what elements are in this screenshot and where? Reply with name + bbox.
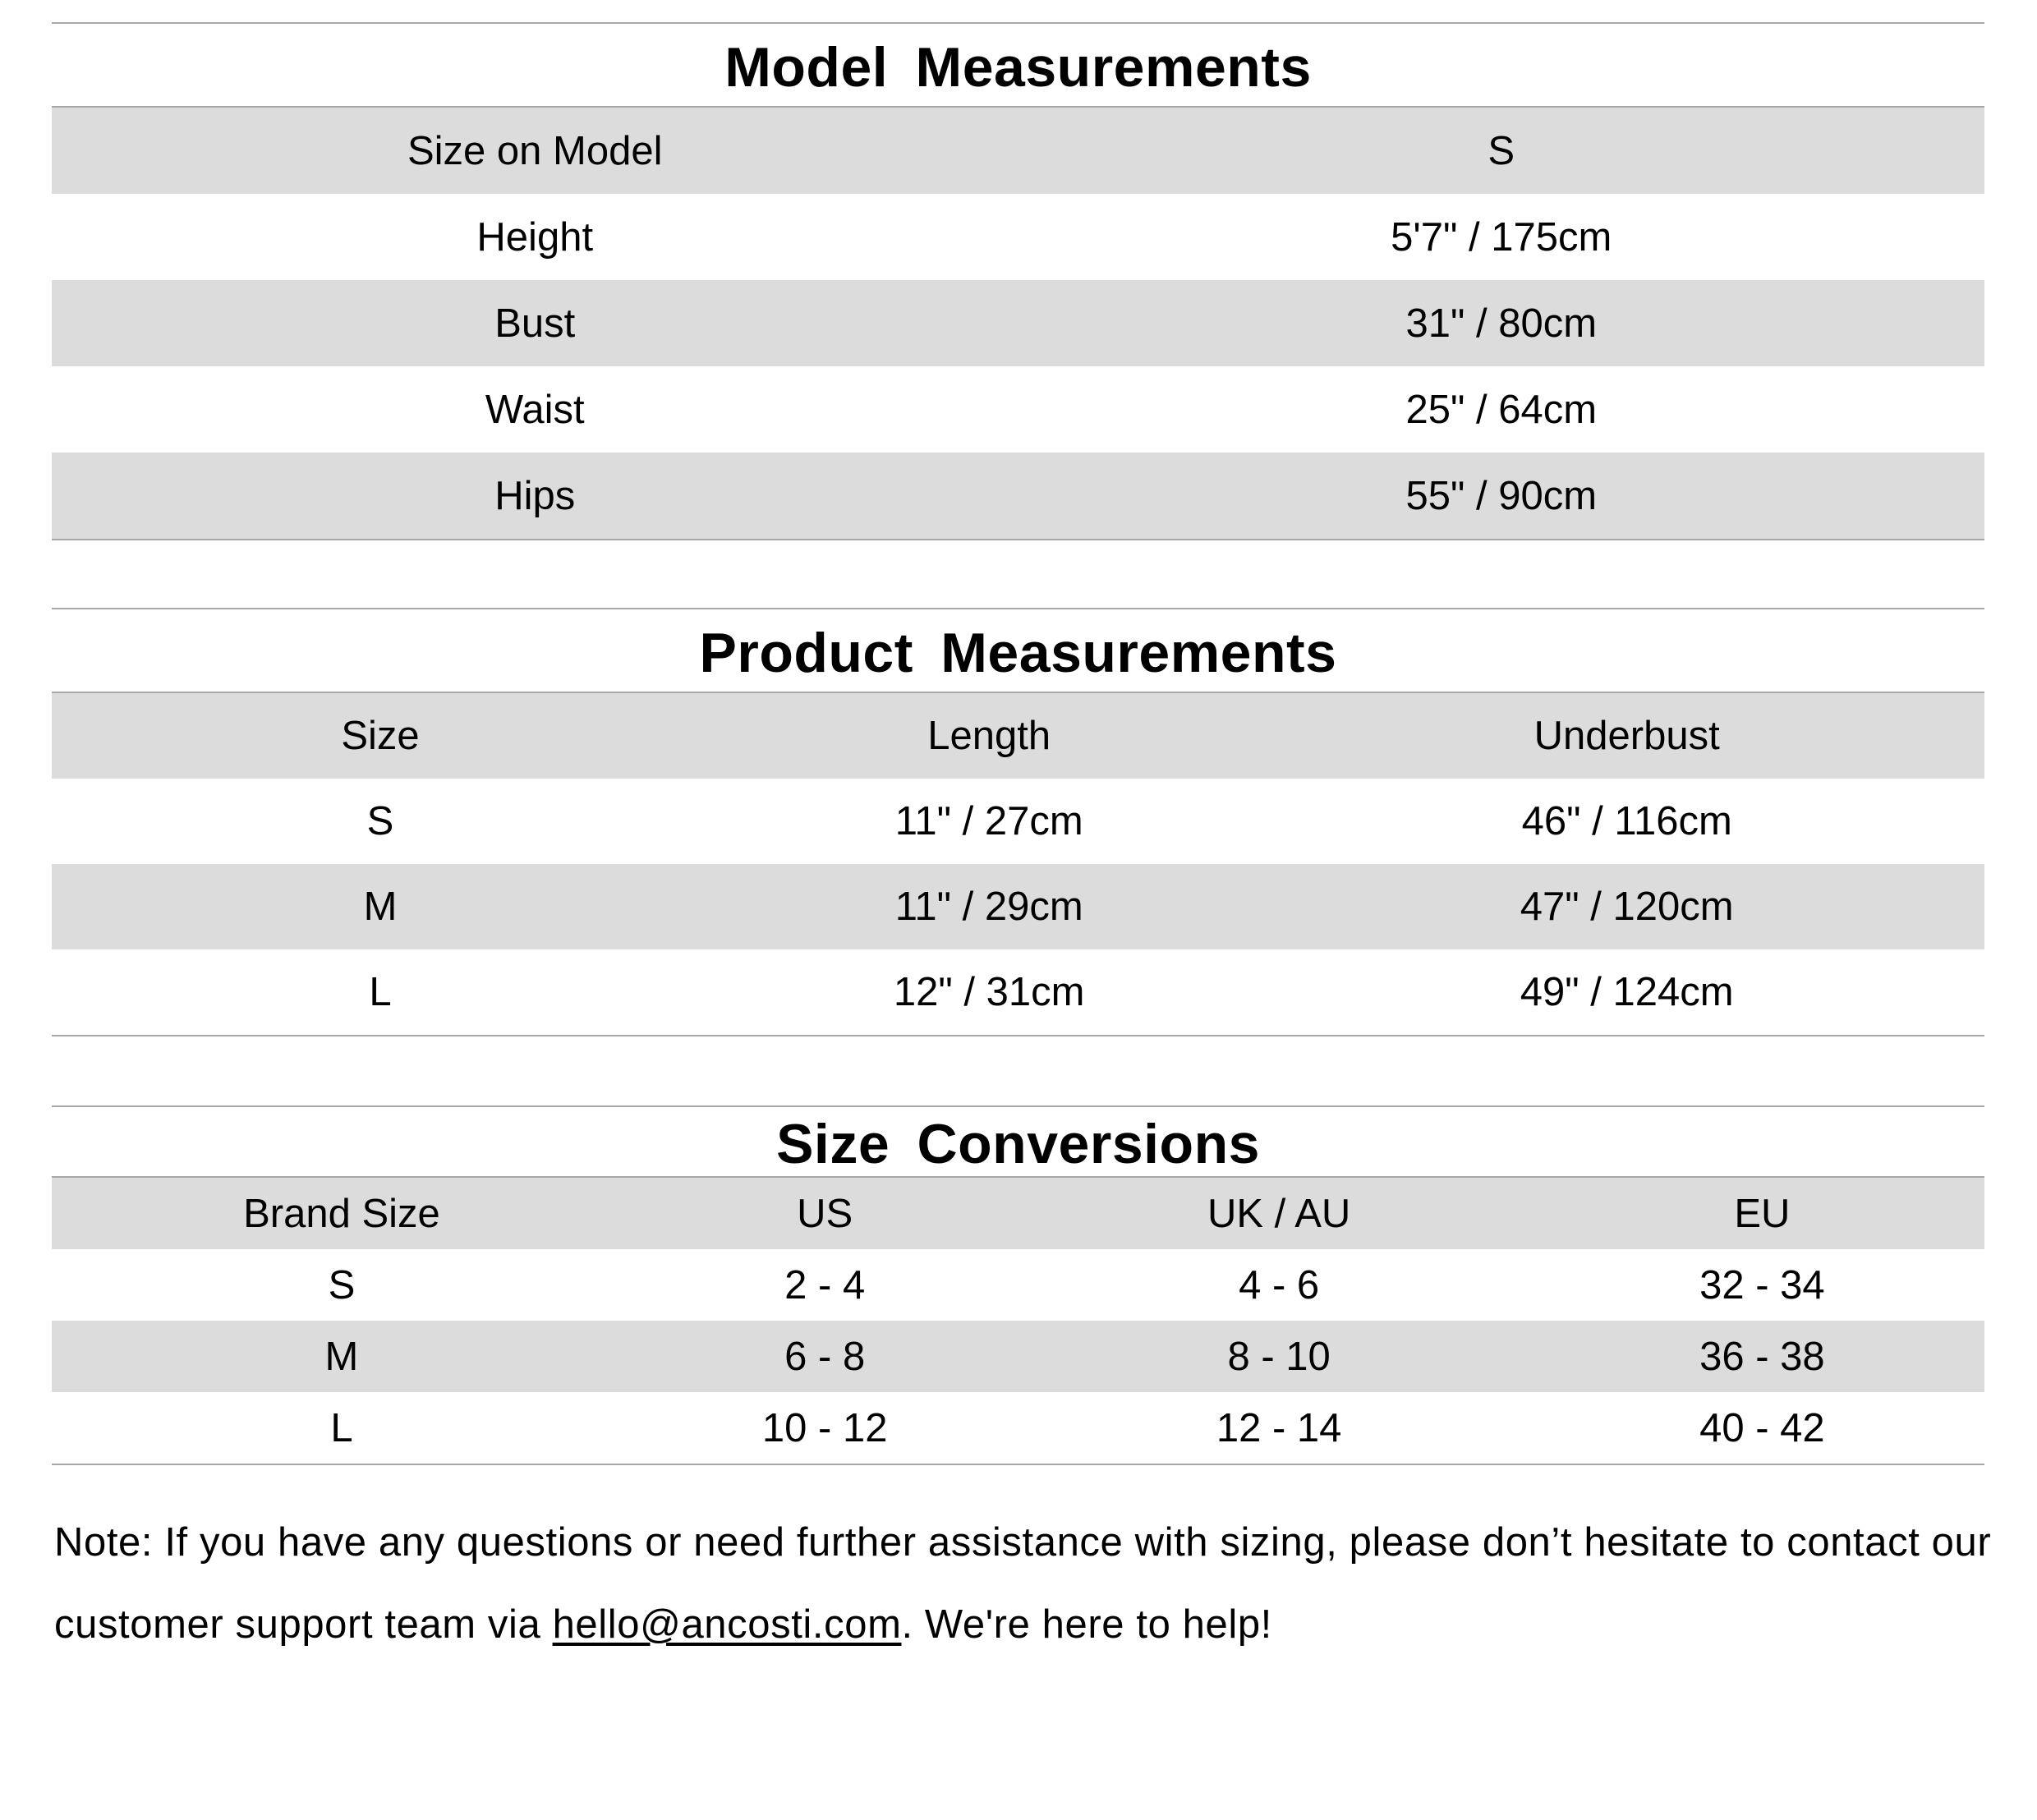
- column-header: Brand Size: [243, 1191, 440, 1236]
- product-measurements-title: Product Measurements: [52, 609, 1984, 693]
- row-value: 25" / 64cm: [1405, 387, 1598, 432]
- table-row: [52, 194, 1984, 280]
- table-cell: 11" / 27cm: [894, 799, 1083, 843]
- column-header: Underbust: [1533, 714, 1720, 758]
- row-value: 31" / 80cm: [1405, 301, 1598, 346]
- table-cell: S: [366, 799, 394, 843]
- table-row: [52, 366, 1984, 453]
- table-row: [52, 1392, 1984, 1464]
- row-label: Hips: [494, 473, 576, 518]
- sizing-note: [54, 1501, 2009, 1666]
- table-row: [52, 949, 1984, 1035]
- model-measurements-title: Model Measurements: [52, 24, 1984, 108]
- table-cell: 12" / 31cm: [893, 970, 1085, 1014]
- table-row: [52, 1321, 1984, 1392]
- table-cell: L: [330, 1405, 353, 1450]
- product-measurements-section: [52, 608, 1984, 1036]
- size-conversions-title: Size Conversions: [52, 1107, 1984, 1178]
- row-value: 55" / 90cm: [1405, 473, 1598, 518]
- table-cell: S: [328, 1262, 356, 1308]
- table-header-row: [52, 693, 1984, 779]
- model-measurements-table: [52, 108, 1984, 539]
- note-text-suffix: . We're here to help!: [901, 1602, 1272, 1647]
- table-row: [52, 779, 1984, 864]
- table-cell: 47" / 120cm: [1520, 885, 1734, 929]
- row-label: Size on Model: [407, 128, 663, 173]
- table-row: [52, 864, 1984, 949]
- table-cell: 10 - 12: [761, 1405, 888, 1450]
- model-measurements-section: [52, 22, 1984, 540]
- table-cell: 49" / 124cm: [1520, 970, 1734, 1014]
- column-header: Length: [927, 714, 1051, 758]
- table-cell: 2 - 4: [784, 1262, 866, 1308]
- product-measurements-table: [52, 693, 1984, 1035]
- table-cell: 12 - 14: [1216, 1405, 1342, 1450]
- table-row: [52, 1249, 1984, 1321]
- size-conversions-table: [52, 1178, 1984, 1464]
- table-cell: 36 - 38: [1699, 1334, 1825, 1379]
- table-row: [52, 108, 1984, 194]
- table-row: [52, 453, 1984, 539]
- table-cell: 8 - 10: [1227, 1334, 1331, 1379]
- table-cell: 4 - 6: [1239, 1262, 1320, 1308]
- table-cell: 46" / 116cm: [1521, 799, 1732, 843]
- table-cell: M: [324, 1334, 359, 1379]
- table-header-row: [52, 1178, 1984, 1249]
- row-label: Bust: [494, 301, 576, 346]
- table-cell: M: [363, 885, 398, 929]
- table-cell: 40 - 42: [1699, 1405, 1825, 1450]
- column-header: EU: [1734, 1191, 1791, 1236]
- note-text-prefix: Note: If you have any questions or need further assistance with sizing, please don’t hesitate to contact our customer support team via: [54, 1520, 1992, 1647]
- table-row: [52, 280, 1984, 366]
- size-conversions-section: [52, 1105, 1984, 1465]
- row-value: S: [1488, 128, 1515, 173]
- table-cell: 32 - 34: [1699, 1262, 1825, 1308]
- column-header: US: [797, 1191, 853, 1236]
- row-label: Height: [476, 214, 594, 260]
- column-header: Size: [341, 714, 420, 758]
- table-cell: 6 - 8: [784, 1334, 866, 1379]
- support-email-link[interactable]: hello@ancosti.com: [552, 1602, 902, 1647]
- row-value: 5'7" / 175cm: [1391, 214, 1612, 260]
- table-cell: L: [369, 970, 392, 1014]
- row-label: Waist: [485, 387, 585, 432]
- table-cell: 11" / 29cm: [894, 885, 1083, 929]
- column-header: UK / AU: [1207, 1191, 1351, 1236]
